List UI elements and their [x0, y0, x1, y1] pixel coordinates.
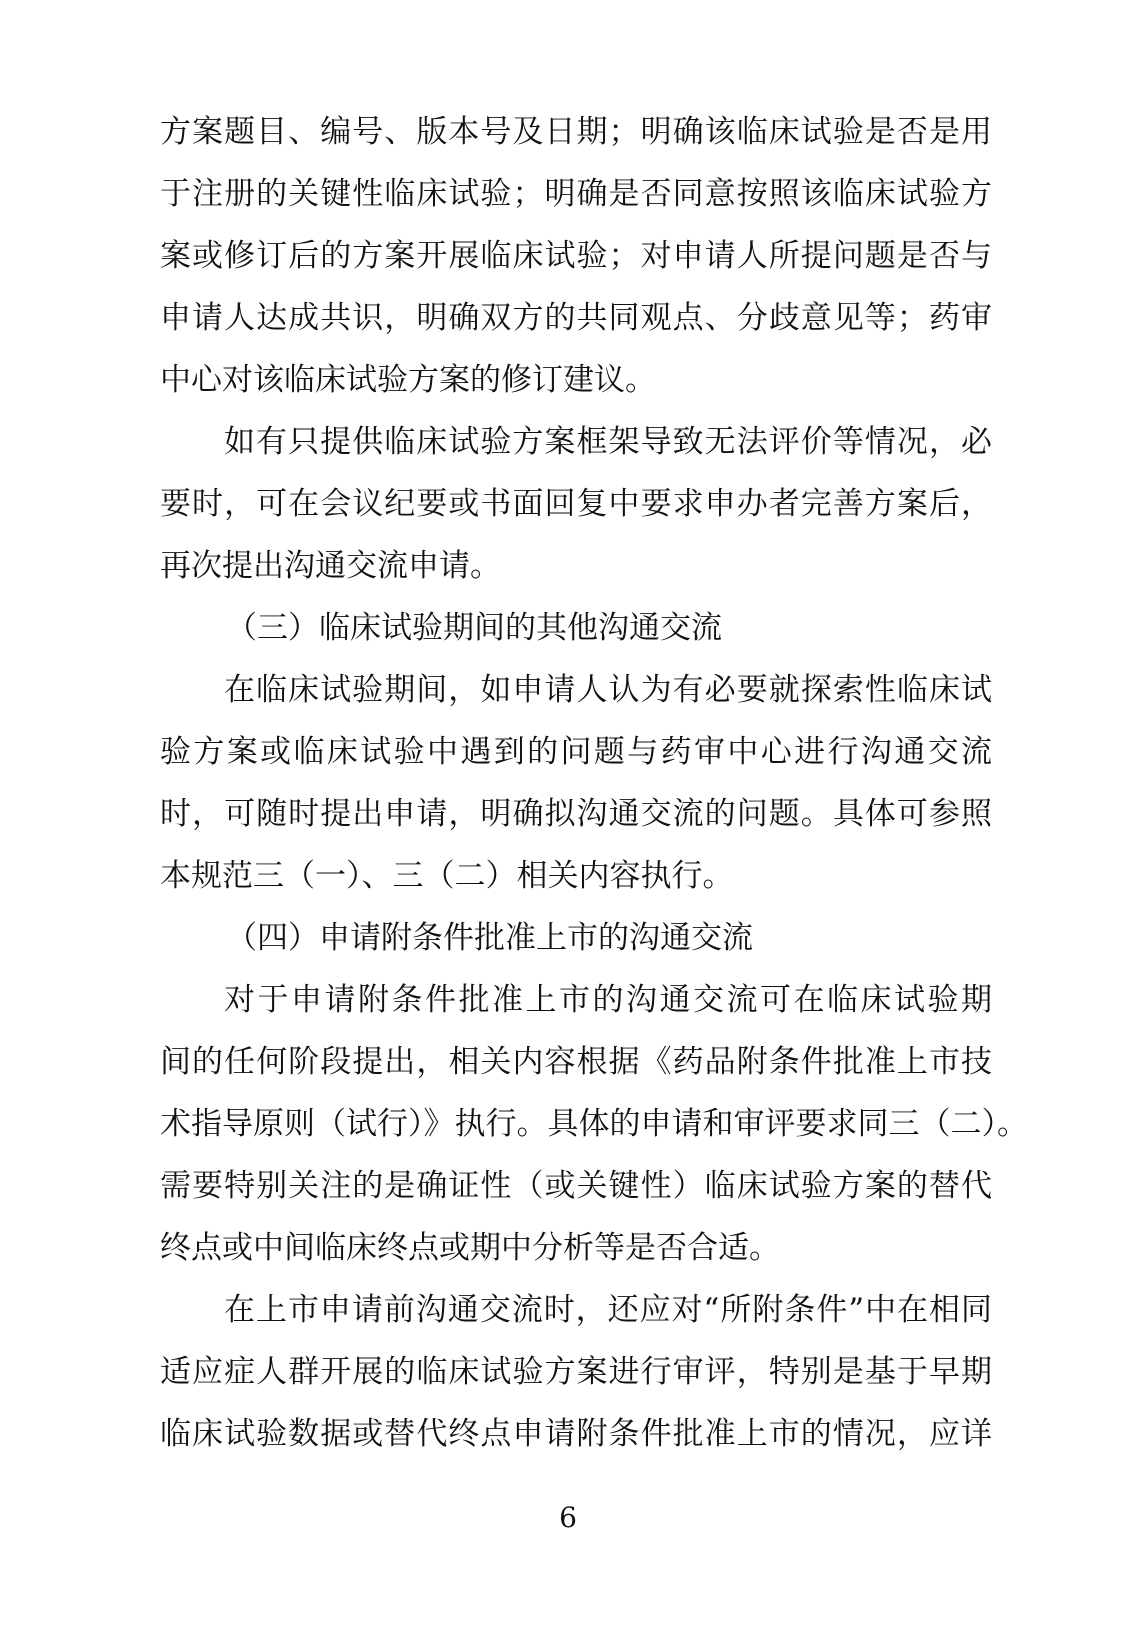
page-number: 6 — [559, 1501, 577, 1534]
body-line-5: 中心对该临床试验方案的修订建议。 — [160, 362, 656, 398]
body-line-16: 间的任何阶段提出，相关内容根据《药品附条件批准上市技 — [160, 1044, 992, 1080]
body-line-8: 再次提出沟通交流申请。 — [160, 548, 501, 584]
body-line-2: 于注册的关键性临床试验；明确是否同意按照该临床试验方 — [160, 176, 992, 212]
body-line-19: 终点或中间临床终点或期中分析等是否合适。 — [160, 1230, 780, 1266]
body-line-15: 对于申请附条件批准上市的沟通交流可在临床试验期 — [224, 982, 992, 1018]
body-line-3: 案或修订后的方案开展临床试验；对申请人所提问题是否与 — [160, 238, 992, 274]
body-line-22: 临床试验数据或替代终点申请附条件批准上市的情况，应详 — [160, 1416, 992, 1452]
body-line-1: 方案题目、编号、版本号及日期；明确该临床试验是否是用 — [160, 114, 992, 150]
section-heading-4: （四）申请附条件批准上市的沟通交流 — [226, 920, 753, 956]
body-line-18: 需要特别关注的是确证性（或关键性）临床试验方案的替代 — [160, 1168, 992, 1204]
section-heading-3: （三）临床试验期间的其他沟通交流 — [226, 610, 722, 646]
body-line-6: 如有只提供临床试验方案框架导致无法评价等情况，必 — [224, 424, 992, 460]
body-line-4: 申请人达成共识，明确双方的共同观点、分歧意见等；药审 — [160, 300, 992, 336]
body-line-21: 适应症人群开展的临床试验方案进行审评，特别是基于早期 — [160, 1354, 992, 1390]
body-line-7: 要时，可在会议纪要或书面回复中要求申办者完善方案后， — [160, 486, 992, 522]
body-line-17: 术指导原则（试行）》执行。具体的申请和审评要求同三（二）。 — [160, 1106, 1028, 1142]
body-line-13: 本规范三（一）、三（二）相关内容执行。 — [160, 858, 734, 894]
body-line-12: 时，可随时提出申请，明确拟沟通交流的问题。具体可参照 — [160, 796, 992, 832]
body-line-10: 在临床试验期间，如申请人认为有必要就探索性临床试 — [224, 672, 992, 708]
body-line-11: 验方案或临床试验中遇到的问题与药审中心进行沟通交流 — [160, 734, 992, 770]
body-line-20: 在上市申请前沟通交流时，还应对“所附条件”中在相同 — [224, 1292, 992, 1328]
